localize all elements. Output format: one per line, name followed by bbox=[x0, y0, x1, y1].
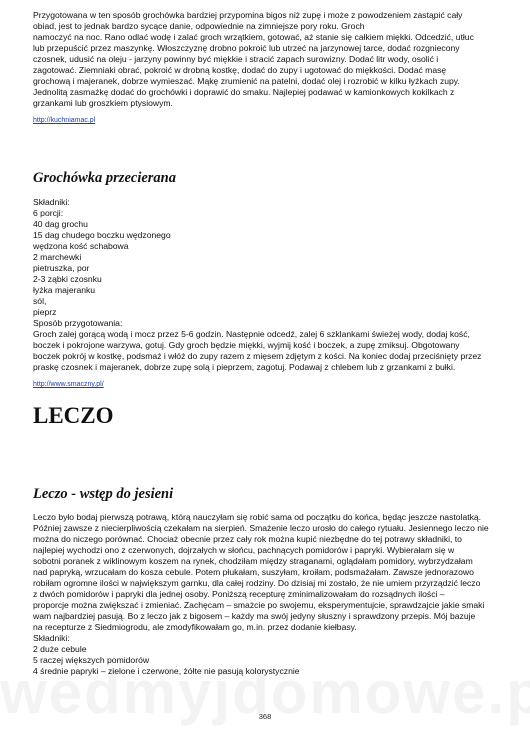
paragraph-line: 2 duże cebule bbox=[33, 644, 87, 654]
chapter-title: LECZO bbox=[33, 403, 114, 428]
recipe-leczo bbox=[33, 486, 503, 677]
paragraph-line: namoczyć na noc. Rano odlać wodę i zalać groch wrzątkiem, gotować, aż stanie się całkiem miękki. Odcedzić, utłuc bbox=[33, 32, 474, 42]
list-item: wędzona kość schabowa bbox=[33, 241, 129, 251]
paragraph-line: z dwóch pomidorów i papryki dla jednej osoby. Poniższą recepturę zminimalizowałam do rozsądnych ilości – bbox=[33, 589, 445, 599]
paragraph-line: grzankami lub groszkiem ptysiowym. bbox=[33, 98, 173, 108]
paragraph-line: grochową i majeranek, dobrze wymieszać. Mąkę zrumienić na patelni, dodać olej i rozrobić w kilku łyżkach zupy. bbox=[33, 76, 460, 86]
recipe-grochowka-przecierana bbox=[33, 170, 503, 391]
list-item: 2-3 ząbki czosnku bbox=[33, 274, 102, 284]
paragraph-line: Jednolitą zasmażkę dodać do grochówki i doprawić do smaku. Najlepiej podawać w kamionkowych kokilkach z bbox=[33, 87, 455, 97]
source-link[interactable]: http://kuchniamac.pl bbox=[33, 117, 96, 124]
paragraph-line: obiad, jest to jednak bardzo sycące danie, odpowiednie na zimniejsze pory roku. Groch bbox=[33, 21, 365, 31]
paragraph-line: proporcje można zwiększać i zmieniać. Zachęcam – smażcie po swojemu, eksperymentujcie, sprawdzajcie jakie smaki bbox=[33, 600, 485, 610]
page-number: 368 bbox=[258, 712, 272, 721]
paragraph-line: boczek i pokrojone warzywa, gotuj. Gdy groch będzie miękki, wyjmij kość i boczek, a zupę zmiksuj. Obgotowany bbox=[33, 340, 460, 350]
paragraph-line: można do niczego porównać. Chociaż obecnie przez cały rok można kupić niezbędne do tej potrawy składniki, to bbox=[33, 534, 462, 544]
document-page bbox=[33, 10, 503, 676]
list-item: 2 marchewki bbox=[33, 252, 82, 262]
paragraph-line: Leczo było bodaj pierwszą potrawą, którą nauczyłam się robić sama od początku do końca, będąc jeszcze nastolatką. bbox=[33, 512, 482, 522]
source-link[interactable]: http://www.smaczny.pl/ bbox=[33, 381, 104, 388]
recipe-body-text bbox=[33, 512, 503, 677]
recipe-intro-text bbox=[33, 10, 503, 127]
paragraph-line: Składniki: bbox=[33, 633, 70, 643]
list-item: 15 dag chudego boczku wędzonego bbox=[33, 230, 171, 240]
paragraph-line: praskę czosnek i majeranek, dobrze zupę solą i pieprzem, zagotuj. Podawaj z chlebem lub z grzankami z bułki. bbox=[33, 362, 456, 372]
paragraph-line: czosnek, udusić na oleju - jarzyny powinny być miękkie i stracić zapach surowizny. Dodać litr wody, osolić i bbox=[33, 54, 439, 64]
list-item: 40 dag grochu bbox=[33, 219, 88, 229]
recipe-title: Leczo - wstęp do jesieni bbox=[33, 486, 174, 502]
paragraph-line: robiłam ogromne ilości w największym garnku, dla całej rodziny. Do dzisiaj mi zostało, że nie umiem przyrządzić leczo bbox=[33, 578, 481, 588]
paragraph-line: sobotni poranek z wiklinowym koszem na rynek, chodziłam między straganami, oglądałam pomidory, wybrzydzałam bbox=[33, 556, 473, 566]
paragraph-line: najlepiej wychodzi ono z czerwonych, dojrzałych w słońcu, pachnących pomidorów i papryki. Wybierałam się w bbox=[33, 545, 455, 555]
paragraph-line: boczek pokrój w kostkę, podsmaż i włóż do zupy razem z mięsem zdjętym z kości. Na koniec dodaj przeciśnięty przez bbox=[33, 351, 482, 361]
list-item: Sposób przygotowania: bbox=[33, 318, 123, 328]
recipe-title: Grochówka przecierana bbox=[33, 170, 176, 186]
list-item: pieprz bbox=[33, 307, 57, 317]
ingredients-list bbox=[33, 197, 503, 329]
paragraph-line: 5 raczej większych pomidorów bbox=[33, 655, 150, 665]
method-text bbox=[33, 329, 503, 391]
paragraph-line: nad papryką, wrzucałam do kosza cebule. Potem płukałam, suszyłam, kroiłam, podsmażałam. Zawsze jednorazowo bbox=[33, 567, 474, 577]
list-item: Składniki: bbox=[33, 197, 70, 207]
paragraph-line: zagotować. Ziemniaki obrać, pokroić w drobną kostkę, dodać do zupy i ugotować do miękkości. Dodać masę bbox=[33, 65, 447, 75]
paragraph-line: na recepturze z Siedmiogrodu, ale zmodyfikowałam go, m.in. przez dodanie kiełbasy. bbox=[33, 622, 357, 632]
chapter-heading bbox=[33, 403, 114, 429]
list-item: 6 porcji: bbox=[33, 208, 64, 218]
paragraph-line: Później zawsze z niecierpliwością czekałam na sierpień. Smażenie leczo urosło do całego rytuału. Jesiennego leczo nie bbox=[33, 523, 489, 533]
paragraph-line: 4 średnie papryki – zielone i czerwone, żółte nie pasują kolorystycznie bbox=[33, 666, 300, 676]
paragraph-line: wam najbardziej pasują. Bo z leczo jak z bigosem – każdy ma swój jedyny słuszny i sprawdzony przepis. Mój bazuje bbox=[33, 611, 476, 621]
list-item: sól, bbox=[33, 296, 47, 306]
list-item: pietruszka, por bbox=[33, 263, 90, 273]
list-item: łyżka majeranku bbox=[33, 285, 96, 295]
paragraph-line: lub przepuścić przez maszynkę. Włoszczyznę drobno pokroić lub utrzeć na jarzynowej tarce, dodać rozgniecony bbox=[33, 43, 460, 53]
paragraph-line: Przygotowana w ten sposób grochówka bardziej przypomina bigos niż zupę i może z powodzeniem zastąpić cały bbox=[33, 10, 463, 20]
paragraph-line: Groch zalej gorącą wodą i mocz przez 5-6 godzin. Następnie odcedź, zalej 6 szklankami świeżej wody, dodaj kość, bbox=[33, 329, 470, 339]
